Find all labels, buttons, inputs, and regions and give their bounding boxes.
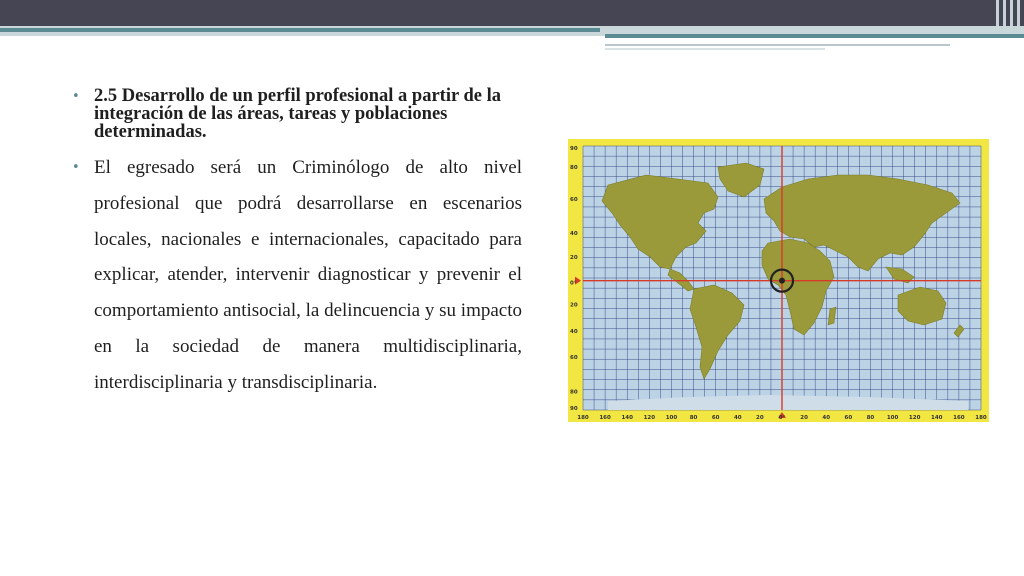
longitude-label: 20 [756,415,764,421]
header-bar [0,0,1024,26]
header-stripe [605,34,1024,38]
header-divider [1017,0,1020,26]
latitude-label: 80 [570,165,578,172]
latitude-label: 40 [570,328,578,335]
longitude-label: 40 [822,415,831,421]
longitude-label: 180 [975,415,987,421]
longitude-label: 100 [886,415,899,421]
profile-description: El egresado será un Criminólogo de alto nivel profesional que podrá desarrollarse en escenarios locales, nacionales e internacionales, capacitado para explicar, atender, intervenir diagnosticar y prevenir el comportamiento antisocial, la delincuencia y su impacto en la sociedad de manera multidisciplinaria, interdisciplinaria y transdisciplinaria. [94,157,522,393]
latitude-label: 90 [570,146,578,152]
longitude-label: 0° [778,415,786,421]
bullet-icon: • [72,160,80,175]
longitude-label: 120 [643,415,656,421]
header-divider [1010,0,1013,26]
longitude-label: 160 [599,415,611,421]
compass-center [779,278,785,284]
longitude-label: 180 [577,415,589,421]
latitude-label: 60 [570,355,578,362]
latitude-label: 60 [570,196,578,203]
header-stripe [0,28,600,32]
latitude-label: 40 [570,231,578,238]
latitude-label: 80 [570,389,578,396]
longitude-labels [577,415,987,421]
longitude-label: 40 [733,415,742,421]
longitude-label: 60 [711,415,720,421]
longitude-label: 20 [800,415,808,421]
slide-content [72,87,522,401]
header-stripe [605,48,825,50]
section-heading: 2.5 Desarrollo de un perfil profesional a partir de la integración de las áreas, tareas y poblaciones determinadas. [94,86,501,142]
latitude-label: 20 [570,254,578,261]
longitude-label: 140 [931,415,943,421]
longitude-label: 160 [953,415,965,421]
longitude-label: 120 [908,415,921,421]
bullet-item [72,153,522,401]
latitude-label: 90 [570,406,578,412]
bullet-item [72,87,522,141]
longitude-label: 100 [665,415,678,421]
header-divider [996,0,999,26]
world-map-image [568,139,989,422]
world-map-grid [568,139,989,422]
longitude-label: 140 [621,415,633,421]
longitude-label: 80 [689,415,698,421]
header-divider [1003,0,1006,26]
latitude-label: 20 [570,302,578,309]
header-stripe [605,44,950,46]
latitude-label: 0° [570,280,577,287]
longitude-label: 80 [866,415,875,421]
longitude-label: 60 [844,415,853,421]
bullet-icon: • [72,89,80,104]
